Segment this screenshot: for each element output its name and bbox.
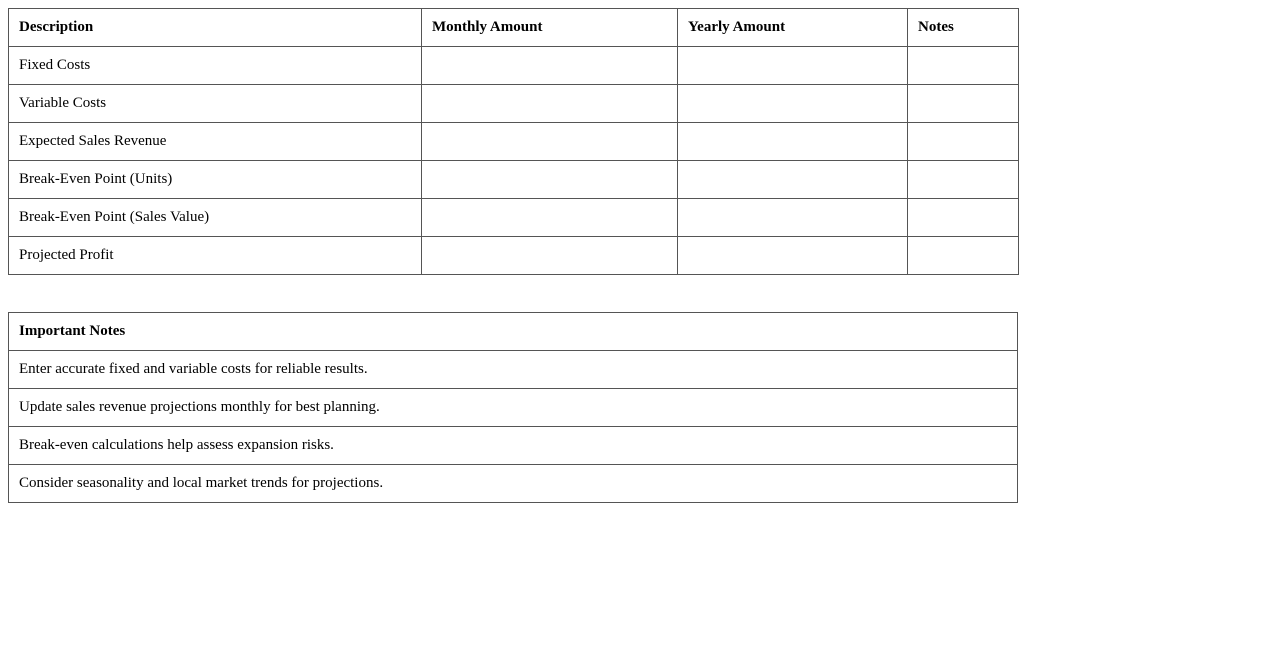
header-description: Description xyxy=(9,9,422,47)
monthly-amount-cell[interactable] xyxy=(422,85,678,123)
row-description: Break-Even Point (Sales Value) xyxy=(9,199,422,237)
note-text: Enter accurate fixed and variable costs for reliable results. xyxy=(9,351,1018,389)
yearly-amount-cell[interactable] xyxy=(678,85,908,123)
important-notes-table xyxy=(8,312,1018,503)
notes-cell[interactable] xyxy=(908,85,1019,123)
list-item xyxy=(9,465,1018,503)
table-row xyxy=(9,85,1019,123)
yearly-amount-cell[interactable] xyxy=(678,47,908,85)
list-item xyxy=(9,351,1018,389)
important-notes-header: Important Notes xyxy=(9,313,1018,351)
header-notes: Notes xyxy=(908,9,1019,47)
yearly-amount-cell[interactable] xyxy=(678,237,908,275)
monthly-amount-cell[interactable] xyxy=(422,199,678,237)
table-header-row xyxy=(9,9,1019,47)
notes-cell[interactable] xyxy=(908,123,1019,161)
monthly-amount-cell[interactable] xyxy=(422,47,678,85)
table-row xyxy=(9,123,1019,161)
notes-cell[interactable] xyxy=(908,199,1019,237)
note-text: Update sales revenue projections monthly for best planning. xyxy=(9,389,1018,427)
notes-cell[interactable] xyxy=(908,161,1019,199)
break-even-table xyxy=(8,8,1019,275)
row-description: Fixed Costs xyxy=(9,47,422,85)
table-row xyxy=(9,161,1019,199)
row-description: Projected Profit xyxy=(9,237,422,275)
note-text: Consider seasonality and local market trends for projections. xyxy=(9,465,1018,503)
header-monthly-amount: Monthly Amount xyxy=(422,9,678,47)
list-item xyxy=(9,427,1018,465)
monthly-amount-cell[interactable] xyxy=(422,123,678,161)
table-row xyxy=(9,199,1019,237)
note-text: Break-even calculations help assess expansion risks. xyxy=(9,427,1018,465)
row-description: Expected Sales Revenue xyxy=(9,123,422,161)
table-row xyxy=(9,237,1019,275)
yearly-amount-cell[interactable] xyxy=(678,199,908,237)
notes-header-row xyxy=(9,313,1018,351)
row-description: Break-Even Point (Units) xyxy=(9,161,422,199)
notes-cell[interactable] xyxy=(908,47,1019,85)
row-description: Variable Costs xyxy=(9,85,422,123)
list-item xyxy=(9,389,1018,427)
monthly-amount-cell[interactable] xyxy=(422,161,678,199)
table-row xyxy=(9,47,1019,85)
notes-cell[interactable] xyxy=(908,237,1019,275)
monthly-amount-cell[interactable] xyxy=(422,237,678,275)
yearly-amount-cell[interactable] xyxy=(678,123,908,161)
yearly-amount-cell[interactable] xyxy=(678,161,908,199)
header-yearly-amount: Yearly Amount xyxy=(678,9,908,47)
